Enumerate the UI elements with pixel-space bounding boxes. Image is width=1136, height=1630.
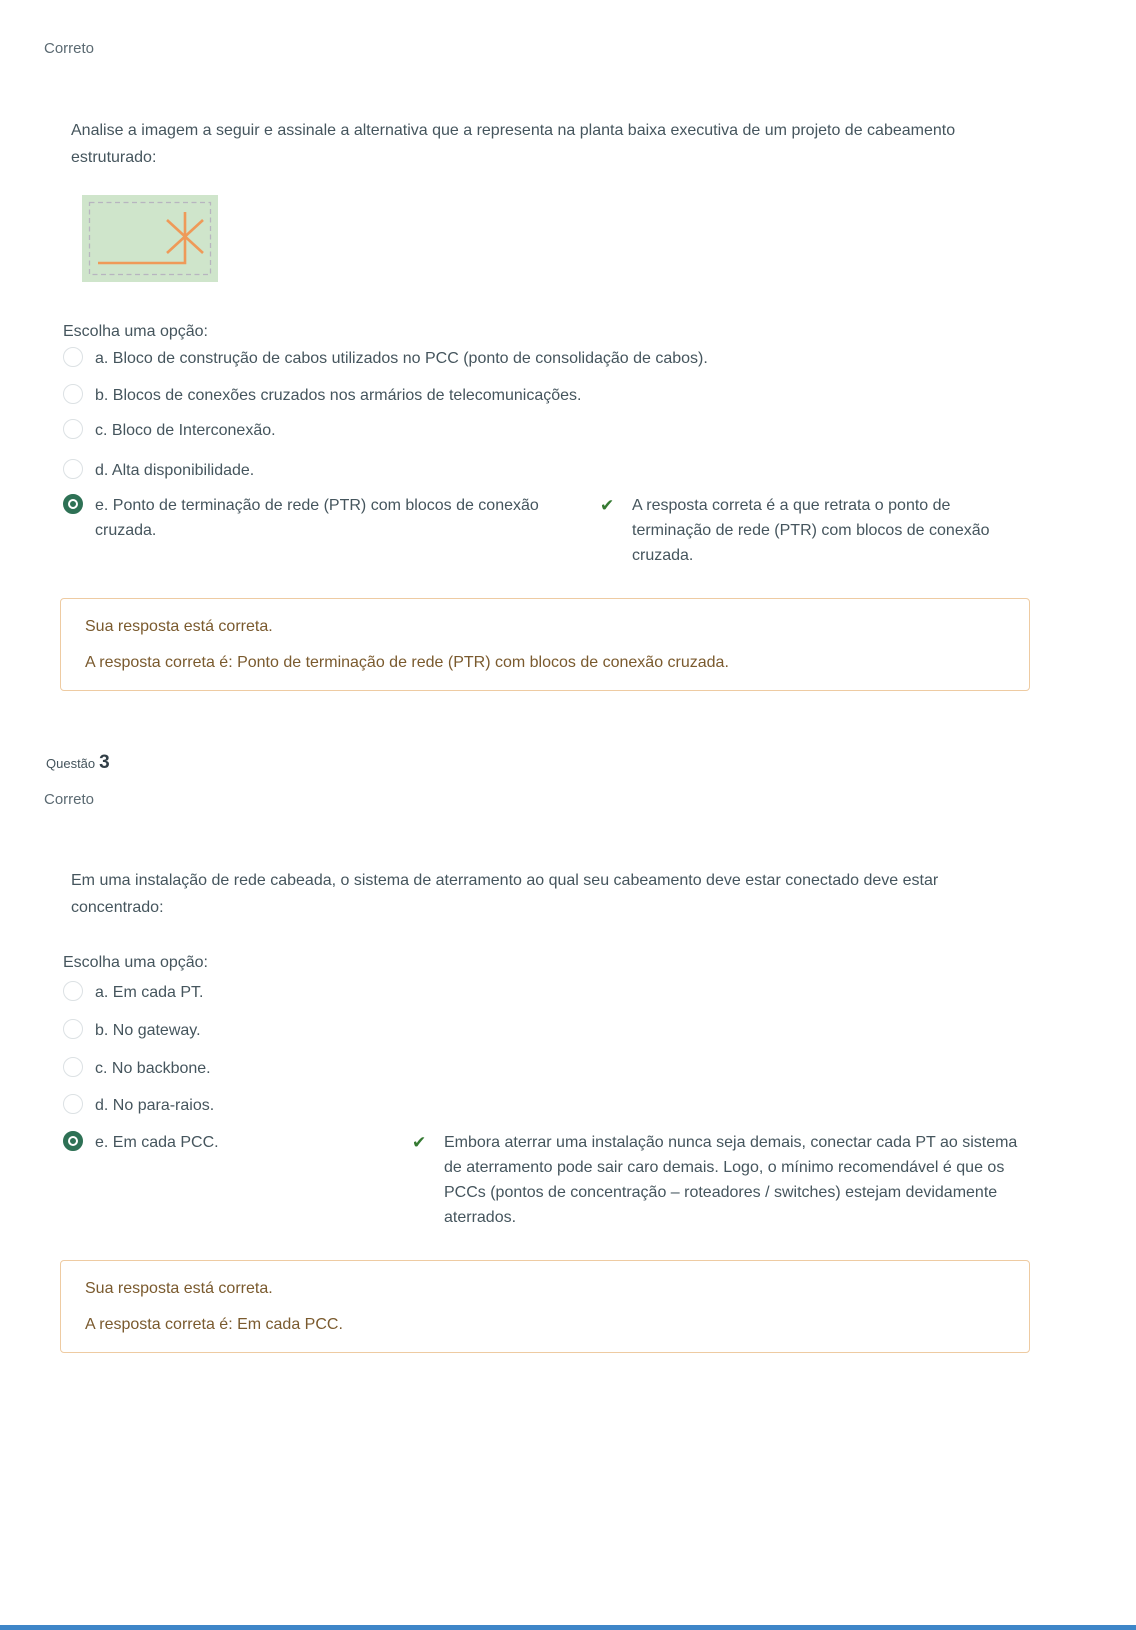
- option-label[interactable]: a. Bloco de construção de cabos utilizados no PCC (ponto de consolidação de cabos).: [95, 350, 708, 367]
- question3-status-badge: Correto: [44, 791, 95, 808]
- question2-option-e-selected[interactable]: [63, 493, 555, 543]
- question2-prompt: Escolha uma opção:: [63, 323, 208, 340]
- question2-option-feedback: A resposta correta é a que retrata o ponto de terminação de rede (PTR) com blocos de conexão cruzada.: [632, 497, 990, 564]
- option-label[interactable]: c. Bloco de Interconexão.: [95, 422, 276, 439]
- question3-text: Em uma instalação de rede cabeada, o sistema de aterramento ao qual seu cabeamento deve estar conectado deve estar concentrado:: [71, 872, 939, 916]
- option-label[interactable]: e. Ponto de terminação de rede (PTR) com blocos de conexão cruzada.: [95, 497, 539, 539]
- radio-selected-icon[interactable]: [63, 494, 83, 514]
- radio-unselected-icon[interactable]: [63, 1019, 83, 1039]
- radio-unselected-icon[interactable]: [63, 1057, 83, 1077]
- radio-selected-icon[interactable]: [63, 1131, 83, 1151]
- feedback-right-answer-line: A resposta correta é: Em cada PCC.: [85, 1316, 343, 1333]
- question3-option-feedback: Embora aterrar uma instalação nunca seja demais, conectar cada PT ao sistema de aterramento pode sair caro demais. Logo, o mínimo recomendável é que os PCCs (pontos de concentração – roteadores / switches) estejam devidamente aterrados.: [444, 1134, 1018, 1226]
- question-number: 3: [99, 752, 110, 773]
- radio-unselected-icon[interactable]: [63, 981, 83, 1001]
- question2-option-c[interactable]: [63, 418, 276, 443]
- feedback-right-answer-line: A resposta correta é: Ponto de terminação de rede (PTR) com blocos de conexão cruzada.: [85, 654, 729, 671]
- question2-feedback-box: [60, 598, 1030, 691]
- option-label[interactable]: a. Em cada PT.: [95, 984, 204, 1001]
- question3-option-b[interactable]: [63, 1018, 201, 1043]
- question2-figure: [82, 195, 218, 282]
- question3-option-e-selected[interactable]: [63, 1130, 219, 1155]
- correct-check-icon: ✔: [600, 496, 615, 515]
- option-label[interactable]: b. No gateway.: [95, 1022, 201, 1039]
- question3-option-d[interactable]: [63, 1093, 214, 1118]
- question-word-label: Questão: [46, 756, 96, 771]
- bottom-edge-bar: [0, 1625, 1136, 1630]
- question3-prompt: Escolha uma opção:: [63, 954, 208, 971]
- question2-status-badge: Correto: [44, 40, 95, 57]
- option-label[interactable]: b. Blocos de conexões cruzados nos armários de telecomunicações.: [95, 387, 582, 404]
- question2-text: Analise a imagem a seguir e assinale a alternativa que a representa na planta baixa executiva de um projeto de cabeamento estruturado:: [71, 122, 956, 166]
- feedback-correct-line: Sua resposta está correta.: [85, 618, 273, 635]
- feedback-correct-line: Sua resposta está correta.: [85, 1280, 273, 1297]
- question3-option-a[interactable]: [63, 980, 204, 1005]
- question3-option-c[interactable]: [63, 1056, 211, 1081]
- option-label[interactable]: d. No para-raios.: [95, 1097, 215, 1114]
- question2-option-a[interactable]: [63, 346, 708, 371]
- radio-unselected-icon[interactable]: [63, 384, 83, 404]
- radio-unselected-icon[interactable]: [63, 459, 83, 479]
- radio-unselected-icon[interactable]: [63, 1094, 83, 1114]
- option-label[interactable]: c. No backbone.: [95, 1060, 211, 1077]
- option-label[interactable]: e. Em cada PCC.: [95, 1134, 219, 1151]
- radio-unselected-icon[interactable]: [63, 419, 83, 439]
- cross-connect-symbol-icon: [82, 195, 218, 282]
- option-label[interactable]: d. Alta disponibilidade.: [95, 462, 255, 479]
- radio-unselected-icon[interactable]: [63, 347, 83, 367]
- question2-option-d[interactable]: [63, 458, 254, 483]
- question3-feedback-box: [60, 1260, 1030, 1353]
- question2-option-b[interactable]: [63, 383, 581, 408]
- question3-header: [46, 752, 110, 774]
- correct-check-icon: ✔: [412, 1133, 427, 1152]
